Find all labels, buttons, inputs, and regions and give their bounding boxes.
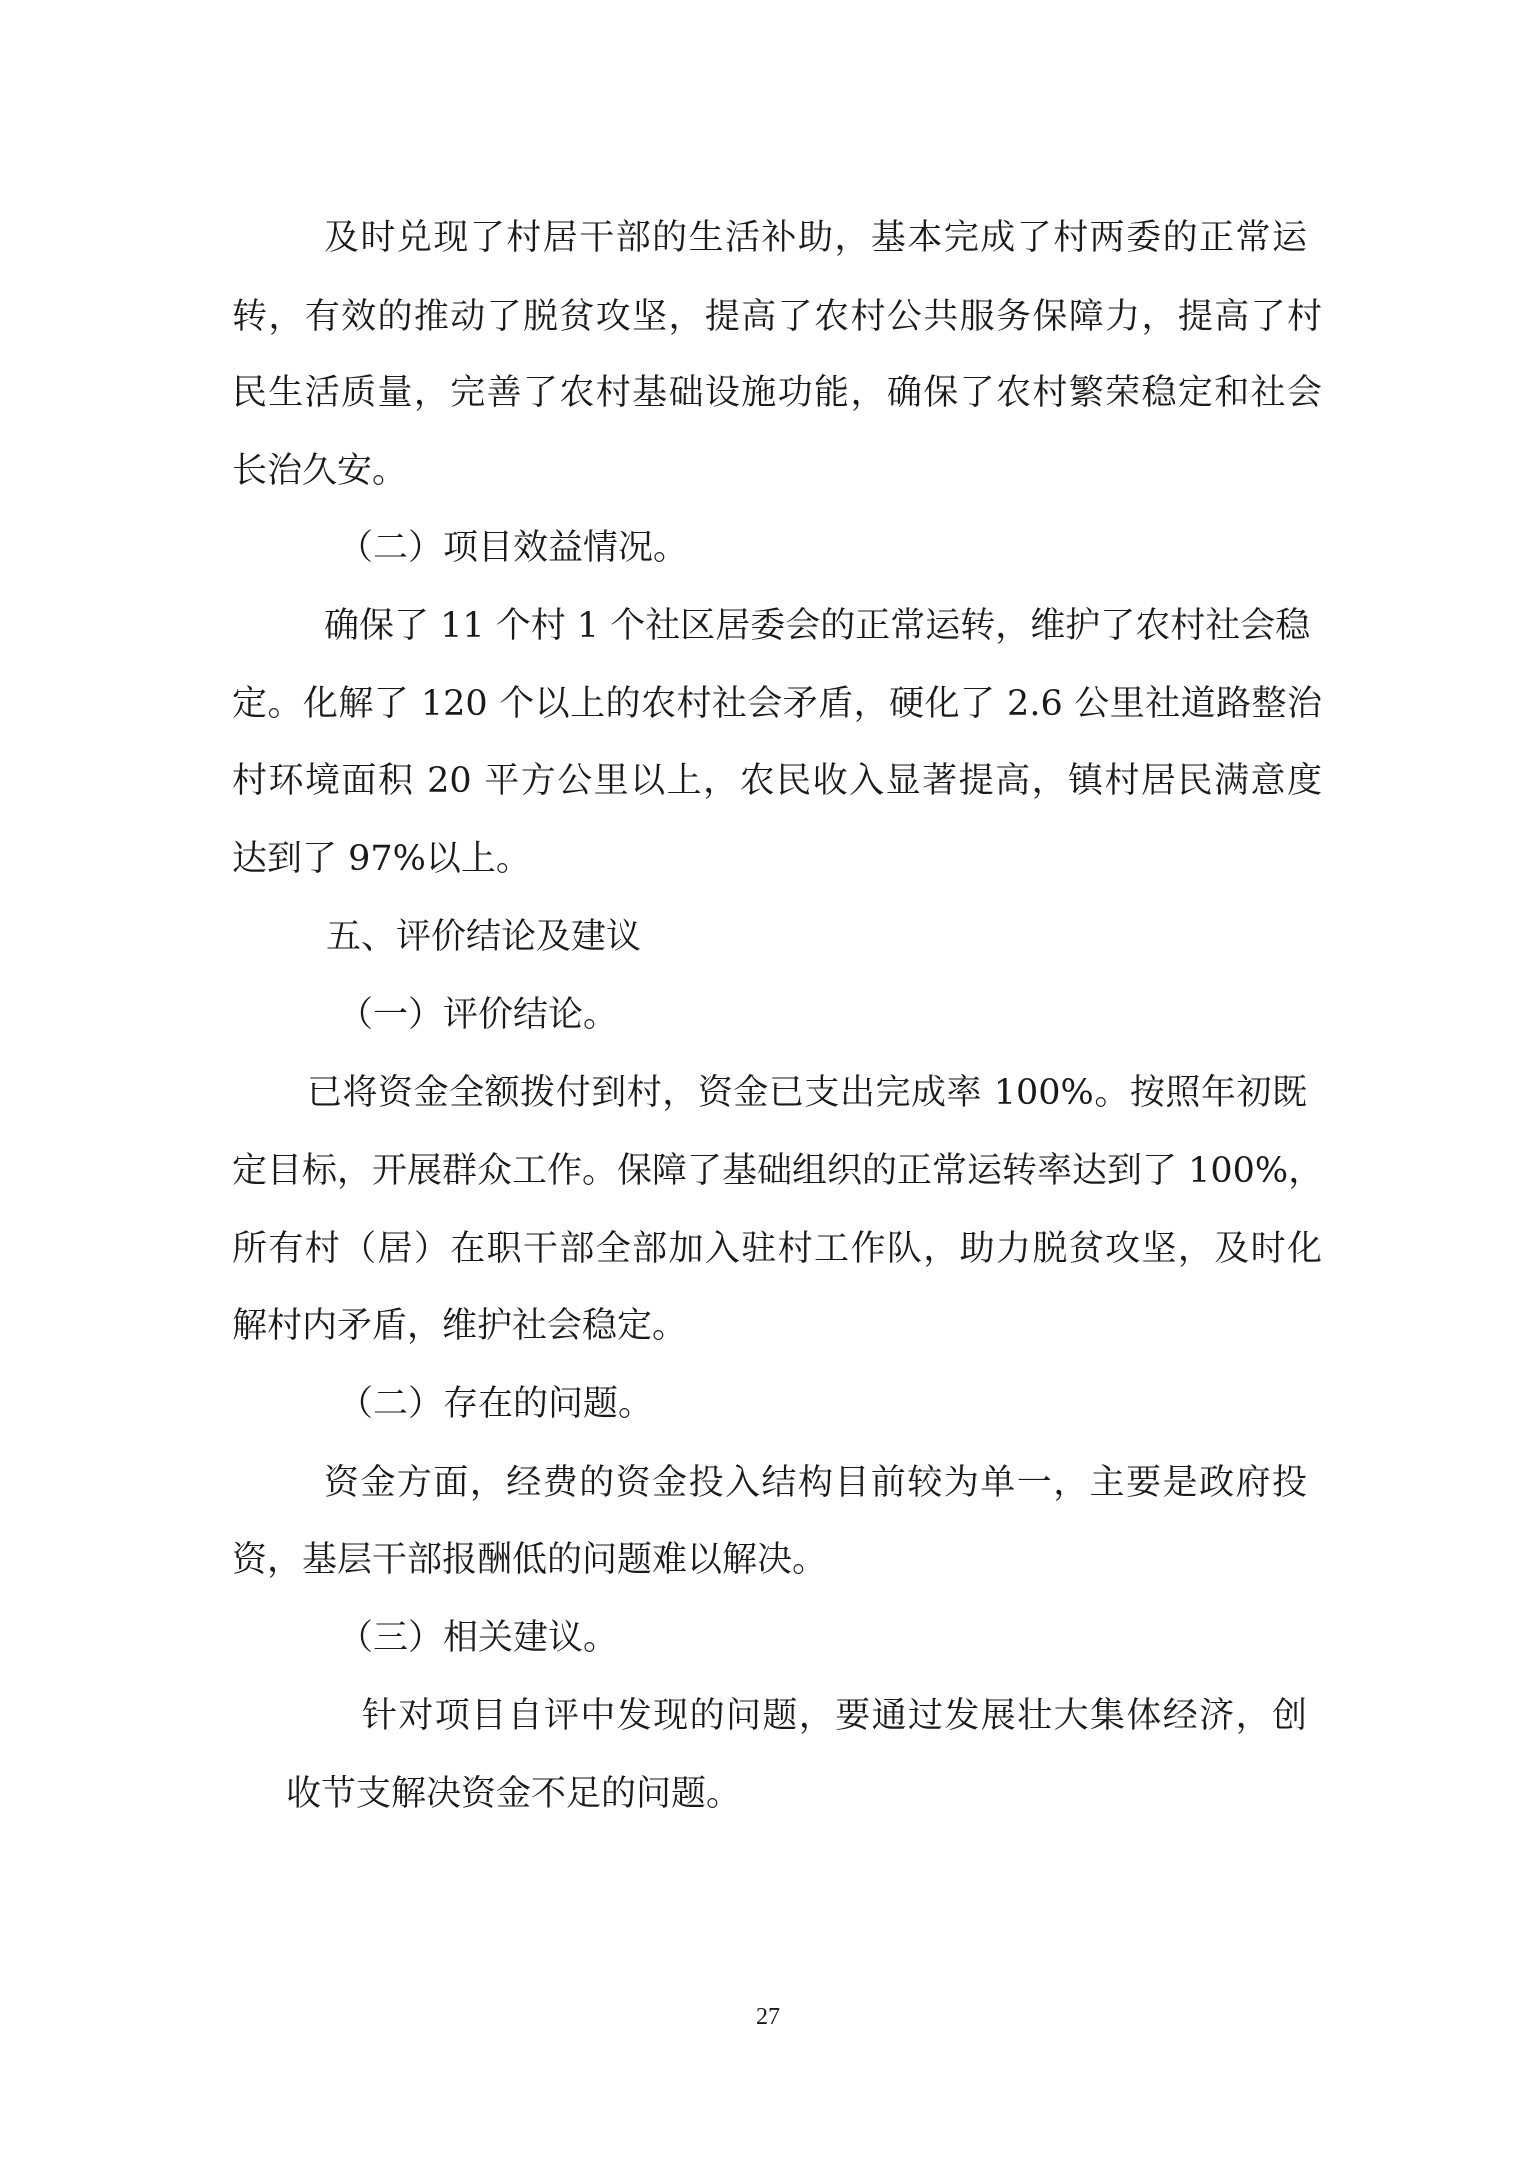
paragraph-line-13: 资金方面，经费的资金投入结构目前较为单一，主要是政府投	[324, 1463, 1307, 1503]
chapter-heading-conclusions: 五、评价结论及建议	[326, 917, 642, 957]
page-number: 27	[756, 2004, 780, 2030]
paragraph-line-8: 达到了 97%以上。	[232, 839, 531, 879]
section-heading-conclusion: （一）评价结论。	[338, 995, 619, 1035]
paragraph-line-5: 确保了 11 个村 1 个社区居委会的正常运转，维护了农村社会稳	[324, 606, 1311, 646]
paragraph-line-3: 民生活质量，完善了农村基础设施功能，确保了农村繁荣稳定和社会	[232, 373, 1322, 413]
paragraph-line-12: 解村内矛盾，维护社会稳定。	[232, 1306, 688, 1346]
paragraph-line-6: 定。化解了 120 个以上的农村社会矛盾，硬化了 2.6 公里社道路整治	[232, 684, 1322, 724]
paragraph-line-16: 收节支解决资金不足的问题。	[286, 1774, 742, 1814]
paragraph-line-2: 转，有效的推动了脱贫攻坚，提高了农村公共服务保障力，提高了村	[232, 297, 1322, 337]
paragraph-line-9: 已将资金全额拨付到村，资金已支出完成率 100%。按照年初既	[307, 1073, 1307, 1113]
paragraph-line-15: 针对项目自评中发现的问题，要通过发展壮大集体经济，创	[362, 1696, 1307, 1736]
paragraph-line-1: 及时兑现了村居干部的生活补助，基本完成了村两委的正常运	[324, 218, 1307, 258]
section-heading-suggestions: （三）相关建议。	[338, 1618, 619, 1658]
section-heading-benefits: （二）项目效益情况。	[338, 528, 689, 568]
section-heading-problems: （二）存在的问题。	[338, 1384, 654, 1424]
paragraph-line-7: 村环境面积 20 平方公里以上，农民收入显著提高，镇村居民满意度	[232, 761, 1322, 801]
paragraph-line-14: 资，基层干部报酬低的问题难以解决。	[232, 1540, 828, 1580]
paragraph-line-4: 长治久安。	[232, 451, 408, 491]
paragraph-line-10: 定目标，开展群众工作。保障了基础组织的正常运转率达到了 100%，	[232, 1151, 1324, 1191]
paragraph-line-11: 所有村（居）在职干部全部加入驻村工作队，助力脱贫攻坚，及时化	[232, 1229, 1322, 1269]
